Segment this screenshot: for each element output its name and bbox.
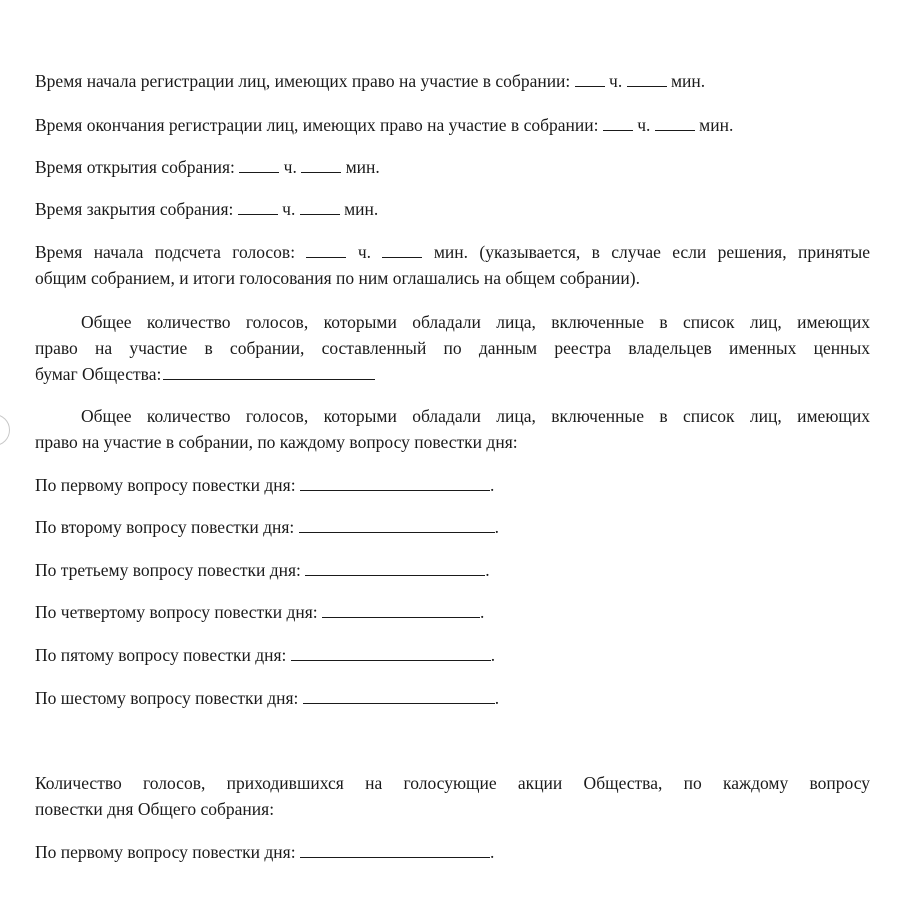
registration-end-line <box>35 112 733 138</box>
hours-unit: ч. <box>282 199 296 219</box>
question-label: По четвертому вопросу повестки дня: <box>35 602 318 622</box>
period: . <box>489 842 495 862</box>
question-label: По первому вопросу повестки дня: <box>35 842 296 862</box>
question-line-6 <box>35 685 499 711</box>
question-line-4 <box>35 599 484 625</box>
hours-unit: ч. <box>357 242 372 262</box>
total-votes-paragraph-line-2: право на участие в собрании, составленный по данным реестра владельцев именных ценных <box>35 338 870 358</box>
period: . <box>494 688 500 708</box>
hours-blank <box>306 240 346 258</box>
hours-blank <box>239 155 279 173</box>
answer-blank <box>299 515 495 533</box>
answer-blank <box>300 473 490 491</box>
per-question-paragraph-line-1 <box>35 403 870 429</box>
hours-blank <box>603 113 633 131</box>
total-votes-paragraph-line-1 <box>35 309 870 335</box>
registration-end-label: Время окончания регистрации лиц, имеющих право на участие в собрании: <box>35 115 599 135</box>
registration-start-line <box>35 68 705 94</box>
period: . <box>485 560 490 580</box>
meeting-close-label: Время закрытия собрания: <box>35 199 234 219</box>
question-line-1 <box>35 472 494 498</box>
answer-blank <box>303 686 495 704</box>
vote-count-start-line <box>35 239 870 265</box>
answer-blank <box>322 600 480 618</box>
meeting-open-label: Время открытия собрания: <box>35 157 235 177</box>
minutes-blank <box>300 197 340 215</box>
minutes-blank <box>301 155 341 173</box>
question-label: По шестому вопросу повестки дня: <box>35 688 299 708</box>
paragraph-text: Общее количество голосов, которыми обладали лица, включенные в список лиц, имеющих <box>81 312 870 332</box>
paragraph-text: бумаг Общества: <box>35 364 162 384</box>
paragraph-text: Общее количество голосов, которыми обладали лица, включенные в список лиц, имеющих <box>81 406 870 426</box>
question-line-3 <box>35 557 490 583</box>
question-label: По пятому вопросу повестки дня: <box>35 645 287 665</box>
minutes-unit: мин. <box>345 157 380 177</box>
voting-shares-paragraph-line-2: повестки дня Общего собрания: <box>35 799 275 819</box>
period: . <box>489 475 495 495</box>
hours-blank <box>575 69 605 87</box>
hours-unit: ч. <box>609 71 623 91</box>
registration-start-label: Время начала регистрации лиц, имеющих право на участие в собрании: <box>35 71 571 91</box>
vote-count-note-continuation: общим собранием, и итоги голосования по ним оглашались на общем собрании). <box>35 268 640 288</box>
minutes-unit: мин. <box>670 71 706 91</box>
period: . <box>480 602 485 622</box>
answer-blank <box>305 558 485 576</box>
vote-count-start-label: Время начала подсчета голосов: <box>35 242 296 262</box>
total-votes-blank <box>163 362 375 380</box>
question-line-5 <box>35 642 495 668</box>
final-question-line <box>35 839 494 865</box>
question-label: По первому вопросу повестки дня: <box>35 475 296 495</box>
minutes-unit-note: мин. (указывается, в случае если решения, принятые <box>433 242 871 262</box>
question-label: По третьему вопросу повестки дня: <box>35 560 301 580</box>
minutes-blank <box>627 69 667 87</box>
voting-shares-paragraph-line-1: Количество голосов, приходившихся на голосующие акции Общества, по каждому вопросу <box>35 773 870 793</box>
hours-blank <box>238 197 278 215</box>
meeting-open-line <box>35 154 380 180</box>
total-votes-paragraph-line-3 <box>35 361 375 387</box>
period: . <box>490 645 496 665</box>
minutes-blank <box>382 240 422 258</box>
minutes-blank <box>655 113 695 131</box>
period: . <box>494 517 500 537</box>
meeting-close-line <box>35 196 378 222</box>
answer-blank <box>291 643 491 661</box>
answer-blank <box>300 840 490 858</box>
hours-unit: ч. <box>283 157 297 177</box>
hours-unit: ч. <box>637 115 651 135</box>
question-label: По второму вопросу повестки дня: <box>35 517 295 537</box>
page-edge-circle <box>0 414 10 446</box>
per-question-paragraph-line-2: право на участие в собрании, по каждому вопросу повестки дня: <box>35 432 518 452</box>
minutes-unit: мин. <box>344 199 379 219</box>
minutes-unit: мин. <box>699 115 734 135</box>
question-line-2 <box>35 514 499 540</box>
